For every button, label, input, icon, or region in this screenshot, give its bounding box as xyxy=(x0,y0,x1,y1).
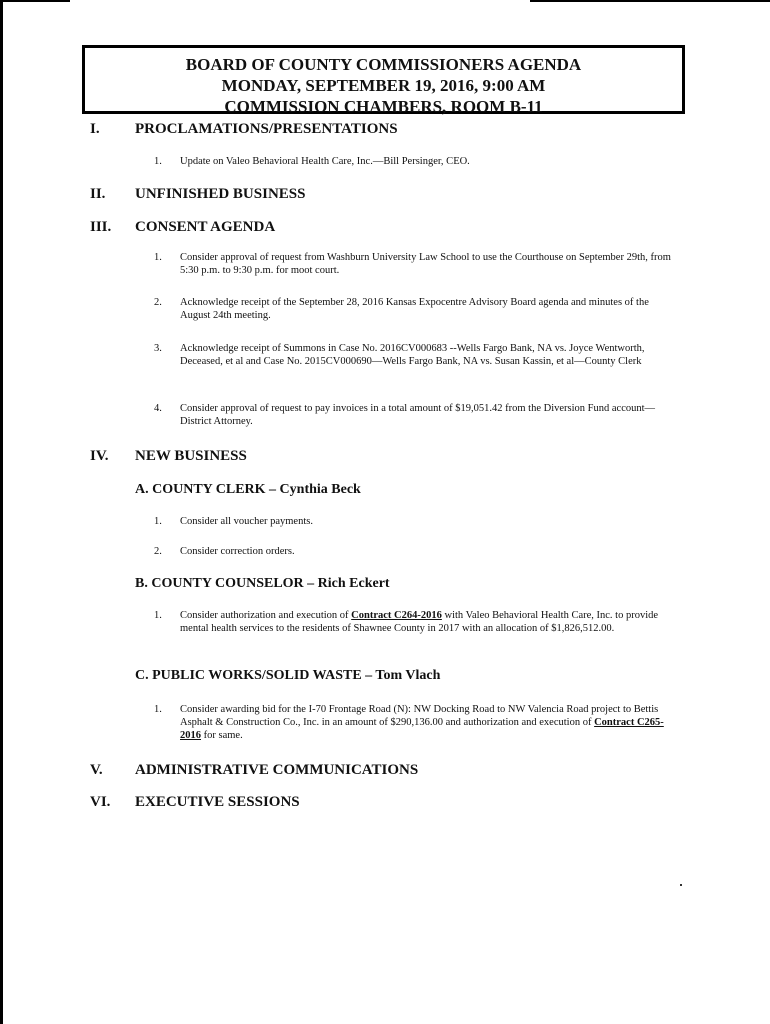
scan-edge-left xyxy=(0,0,3,1024)
item-text xyxy=(180,703,680,742)
agenda-header xyxy=(82,45,685,114)
item-text: Acknowledge receipt of the September 28, 2016 Kansas Expocentre Advisory Board agenda and minutes of the August 24th meeting. xyxy=(180,297,649,321)
subsection-county-counselor: B. COUNTY COUNSELOR – Rich Eckert xyxy=(135,576,390,591)
section-title: NEW BUSINESS xyxy=(135,448,247,464)
item-text: Consider all voucher payments. xyxy=(180,516,313,527)
header-location: COMMISSION CHAMBERS, ROOM B-11 xyxy=(224,97,543,116)
section-number: I. xyxy=(90,121,100,137)
item-text: Consider correction orders. xyxy=(180,546,295,557)
item-number: 1. xyxy=(154,252,162,263)
scan-edge-gap xyxy=(70,0,530,2)
header-date: MONDAY, SEPTEMBER 19, 2016, 9:00 AM xyxy=(221,76,546,95)
item-number: 1. xyxy=(154,516,162,527)
contract-link[interactable]: Contract C265-2016 xyxy=(180,717,664,741)
item-text-pre: Consider awarding bid for the I-70 Frontage Road (N): NW Docking Road to NW Valencia Road project to Bettis Asphalt & Construction Co., Inc. in an amount of $290,136.00 and authorization and execution of xyxy=(180,704,659,728)
item-text-post: for same. xyxy=(201,730,243,741)
section-number: II. xyxy=(90,186,106,202)
contract-link[interactable]: Contract C264-2016 xyxy=(351,610,442,621)
item-text: Consider approval of request from Washburn University Law School to use the Courthouse on September 29th, from 5:30 p.m. to 9:30 p.m. for moot court. xyxy=(180,252,671,276)
section-title: ADMINISTRATIVE COMMUNICATIONS xyxy=(135,762,419,778)
section-number: IV. xyxy=(90,448,109,464)
section-title: CONSENT AGENDA xyxy=(135,219,276,235)
item-text-post: with Valeo Behavioral Health Care, Inc. to provide mental health services to the residents of Shawnee County in 2017 with an allocation of $1,826,512.00. xyxy=(180,610,659,634)
item-number: 1. xyxy=(154,610,162,621)
section-number: III. xyxy=(90,219,112,235)
item-number: 4. xyxy=(154,403,162,414)
section-number: VI. xyxy=(90,794,111,810)
header-title: BOARD OF COUNTY COMMISSIONERS AGENDA xyxy=(185,55,582,74)
scan-speck xyxy=(680,884,682,886)
section-title: PROCLAMATIONS/PRESENTATIONS xyxy=(135,121,398,137)
subsection-county-clerk: A. COUNTY CLERK – Cynthia Beck xyxy=(135,482,361,497)
section-title: EXECUTIVE SESSIONS xyxy=(135,794,300,810)
section-number: V. xyxy=(90,762,103,778)
item-text: Update on Valeo Behavioral Health Care, Inc.—Bill Persinger, CEO. xyxy=(180,156,470,167)
item-number: 2. xyxy=(154,546,162,557)
item-text: Consider approval of request to pay invoices in a total amount of $19,051.42 from the Diversion Fund account—District Attorney. xyxy=(180,403,656,427)
item-text: Acknowledge receipt of Summons in Case No. 2016CV000683 --Wells Fargo Bank, NA vs. Joyce Wentworth, Deceased, et al and Case No. 2015CV000690—Wells Fargo Bank, NA vs. Susan Kassin, et al—County Clerk xyxy=(180,343,645,367)
item-number: 1. xyxy=(154,156,162,167)
item-text-pre: Consider authorization and execution of xyxy=(180,610,352,621)
section-title: UNFINISHED BUSINESS xyxy=(135,186,306,202)
item-number: 3. xyxy=(154,343,162,354)
subsection-public-works: C. PUBLIC WORKS/SOLID WASTE – Tom Vlach xyxy=(135,668,441,683)
item-number: 2. xyxy=(154,297,162,308)
item-text xyxy=(180,609,680,635)
item-number: 1. xyxy=(154,704,162,715)
